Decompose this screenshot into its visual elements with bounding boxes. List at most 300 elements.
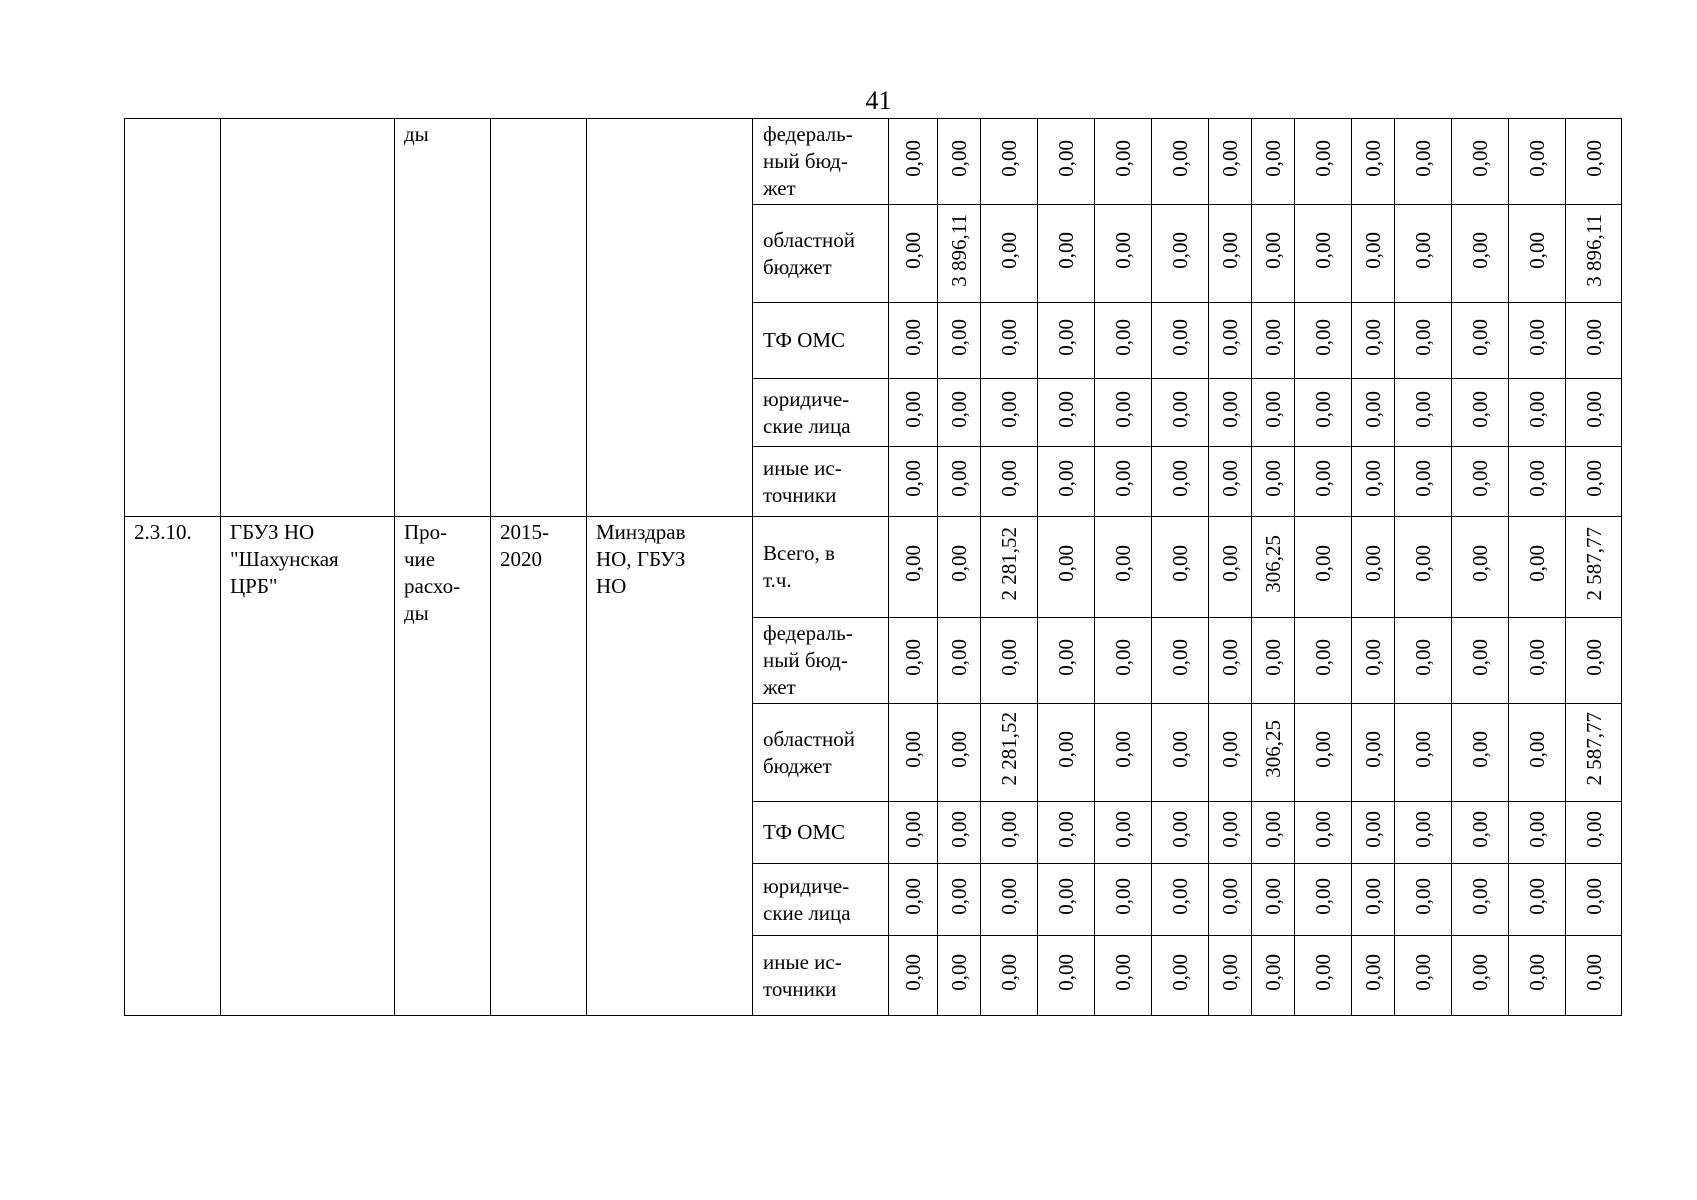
value-text: 0,00 bbox=[1168, 638, 1192, 676]
value-cell bbox=[889, 864, 938, 936]
value-text: 0,00 bbox=[1361, 810, 1385, 848]
value-cell bbox=[1295, 303, 1352, 379]
value-text: 0,00 bbox=[947, 459, 971, 497]
value-text: 0,00 bbox=[1218, 877, 1242, 915]
value-cell bbox=[981, 936, 1038, 1016]
value-cell bbox=[1295, 618, 1352, 704]
value-text: 0,00 bbox=[901, 459, 925, 497]
value-text: 0,00 bbox=[1411, 877, 1435, 915]
value-cell bbox=[1295, 517, 1352, 618]
value-cell bbox=[1252, 864, 1295, 936]
value-text: 0,00 bbox=[1311, 390, 1335, 428]
value-cell bbox=[1095, 379, 1152, 447]
value-cell bbox=[889, 447, 938, 517]
funding-source-cell: ТФ ОМС bbox=[753, 802, 889, 864]
value-text: 306,25 bbox=[1261, 720, 1285, 778]
value-text: 2 587,77 bbox=[1581, 712, 1606, 786]
value-text: 0,00 bbox=[1525, 638, 1549, 676]
value-text: 0,00 bbox=[1111, 730, 1135, 768]
value-cell bbox=[1509, 517, 1566, 618]
value-text: 0,00 bbox=[1361, 139, 1385, 177]
value-text: 0,00 bbox=[1054, 139, 1078, 177]
value-text: 0,00 bbox=[1525, 953, 1549, 991]
value-text: 0,00 bbox=[1054, 390, 1078, 428]
funding-source-cell: федераль- ный бюд- жет bbox=[753, 618, 889, 704]
value-cell bbox=[1038, 802, 1095, 864]
value-cell bbox=[1509, 303, 1566, 379]
page-number: 41 bbox=[865, 86, 892, 115]
value-cell bbox=[1209, 119, 1252, 205]
value-text: 0,00 bbox=[947, 877, 971, 915]
value-cell bbox=[1509, 119, 1566, 205]
value-text: 0,00 bbox=[1525, 390, 1549, 428]
value-text: 0,00 bbox=[1411, 318, 1435, 356]
value-cell bbox=[889, 119, 938, 205]
value-cell bbox=[1566, 864, 1622, 936]
value-text: 0,00 bbox=[1168, 730, 1192, 768]
value-cell bbox=[1095, 936, 1152, 1016]
value-text: 0,00 bbox=[1311, 638, 1335, 676]
value-text: 0,00 bbox=[1581, 139, 1606, 177]
value-cell bbox=[889, 303, 938, 379]
value-cell bbox=[1395, 119, 1452, 205]
value-cell bbox=[1452, 864, 1509, 936]
value-text: 0,00 bbox=[1054, 730, 1078, 768]
value-cell bbox=[1452, 303, 1509, 379]
value-text: 0,00 bbox=[1468, 810, 1492, 848]
value-text: 0,00 bbox=[1261, 810, 1285, 848]
value-text: 3 896,11 bbox=[1581, 213, 1606, 287]
value-text: 0,00 bbox=[1581, 877, 1606, 915]
value-text: 0,00 bbox=[1411, 810, 1435, 848]
value-text: 0,00 bbox=[1361, 953, 1385, 991]
value-cell bbox=[1252, 447, 1295, 517]
value-text: 0,00 bbox=[1054, 318, 1078, 356]
value-text: 0,00 bbox=[1311, 953, 1335, 991]
value-text: 0,00 bbox=[997, 638, 1021, 676]
value-cell bbox=[1509, 936, 1566, 1016]
value-text: 0,00 bbox=[1468, 318, 1492, 356]
value-cell bbox=[1209, 704, 1252, 802]
value-cell bbox=[1509, 802, 1566, 864]
table-row bbox=[125, 119, 1622, 205]
value-text: 0,00 bbox=[1261, 318, 1285, 356]
value-text: 0,00 bbox=[997, 459, 1021, 497]
value-text: 0,00 bbox=[1311, 545, 1335, 582]
funding-source-cell: иные ис- точники bbox=[753, 447, 889, 517]
institution-cell: ГБУЗ НО "Шахунская ЦРБ" bbox=[221, 517, 395, 1016]
value-cell bbox=[1152, 303, 1209, 379]
value-cell bbox=[1452, 936, 1509, 1016]
value-cell bbox=[1038, 379, 1095, 447]
value-text: 0,00 bbox=[1361, 390, 1385, 428]
value-cell bbox=[1352, 704, 1395, 802]
value-text: 0,00 bbox=[1111, 318, 1135, 356]
number-cell bbox=[125, 119, 221, 517]
funding-source-cell: ТФ ОМС bbox=[753, 303, 889, 379]
value-cell bbox=[1352, 517, 1395, 618]
value-text: 0,00 bbox=[1311, 877, 1335, 915]
value-text: 0,00 bbox=[1218, 390, 1242, 428]
value-text: 0,00 bbox=[1411, 390, 1435, 428]
value-text: 0,00 bbox=[1054, 231, 1078, 269]
value-text: 0,00 bbox=[1218, 953, 1242, 991]
value-cell bbox=[938, 205, 981, 303]
value-text: 0,00 bbox=[1311, 318, 1335, 356]
value-cell bbox=[1209, 864, 1252, 936]
value-text: 0,00 bbox=[1581, 390, 1606, 428]
value-cell bbox=[981, 379, 1038, 447]
value-text: 0,00 bbox=[1525, 231, 1549, 269]
value-text: 0,00 bbox=[1261, 953, 1285, 991]
value-text: 0,00 bbox=[1054, 810, 1078, 848]
executor-cell: Минздрав НО, ГБУЗ НО bbox=[587, 517, 753, 1016]
value-text: 0,00 bbox=[1111, 231, 1135, 269]
institution-cell bbox=[221, 119, 395, 517]
type-cell: Про- чие расхо- ды bbox=[395, 517, 491, 1016]
value-cell bbox=[1252, 517, 1295, 618]
value-text: 0,00 bbox=[1218, 638, 1242, 676]
value-cell bbox=[1352, 864, 1395, 936]
value-text: 0,00 bbox=[1054, 877, 1078, 915]
value-text: 0,00 bbox=[901, 638, 925, 676]
value-text: 0,00 bbox=[1581, 318, 1606, 356]
value-text: 0,00 bbox=[1111, 877, 1135, 915]
value-cell bbox=[1252, 936, 1295, 1016]
value-text: 0,00 bbox=[1468, 459, 1492, 497]
value-cell bbox=[1152, 802, 1209, 864]
value-text: 0,00 bbox=[947, 139, 971, 177]
value-text: 0,00 bbox=[1261, 231, 1285, 269]
value-cell bbox=[1038, 303, 1095, 379]
value-cell bbox=[1395, 936, 1452, 1016]
value-text: 0,00 bbox=[1411, 231, 1435, 269]
value-cell bbox=[938, 517, 981, 618]
value-text: 0,00 bbox=[1411, 638, 1435, 676]
value-text: 0,00 bbox=[947, 953, 971, 991]
value-cell bbox=[1295, 864, 1352, 936]
value-cell bbox=[1295, 205, 1352, 303]
value-text: 0,00 bbox=[1411, 139, 1435, 177]
value-cell bbox=[889, 936, 938, 1016]
value-text: 0,00 bbox=[1111, 545, 1135, 582]
value-cell bbox=[1352, 802, 1395, 864]
value-text: 0,00 bbox=[947, 730, 971, 768]
value-text: 0,00 bbox=[997, 139, 1021, 177]
value-cell bbox=[938, 119, 981, 205]
value-text: 306,25 bbox=[1261, 534, 1285, 593]
funding-source-cell: юридиче- ские лица bbox=[753, 864, 889, 936]
value-text: 0,00 bbox=[1311, 231, 1335, 269]
value-cell bbox=[1038, 618, 1095, 704]
value-text: 0,00 bbox=[1261, 459, 1285, 497]
value-cell bbox=[1252, 119, 1295, 205]
value-cell bbox=[1395, 704, 1452, 802]
value-text: 0,00 bbox=[901, 730, 925, 768]
value-text: 0,00 bbox=[1311, 139, 1335, 177]
value-text: 0,00 bbox=[1168, 231, 1192, 269]
value-text: 0,00 bbox=[901, 390, 925, 428]
value-cell bbox=[889, 802, 938, 864]
value-text: 3 896,11 bbox=[947, 213, 971, 287]
value-text: 0,00 bbox=[901, 231, 925, 269]
value-cell bbox=[938, 379, 981, 447]
value-text: 0,00 bbox=[1168, 390, 1192, 428]
value-text: 0,00 bbox=[1361, 877, 1385, 915]
value-text: 0,00 bbox=[997, 953, 1021, 991]
value-text: 0,00 bbox=[1581, 953, 1606, 991]
value-text: 0,00 bbox=[1168, 810, 1192, 848]
value-cell bbox=[1295, 704, 1352, 802]
value-text: 0,00 bbox=[997, 318, 1021, 356]
value-cell bbox=[1152, 119, 1209, 205]
value-cell bbox=[1038, 704, 1095, 802]
type-cell: ды bbox=[395, 119, 491, 517]
table-row bbox=[125, 517, 1622, 618]
value-text: 0,00 bbox=[1218, 545, 1242, 582]
value-text: 0,00 bbox=[1168, 139, 1192, 177]
value-text: 0,00 bbox=[1054, 638, 1078, 676]
value-cell bbox=[889, 517, 938, 618]
value-cell bbox=[981, 205, 1038, 303]
value-cell bbox=[981, 119, 1038, 205]
value-cell bbox=[938, 447, 981, 517]
value-text: 0,00 bbox=[1111, 459, 1135, 497]
value-cell bbox=[938, 864, 981, 936]
value-text: 0,00 bbox=[901, 318, 925, 356]
value-cell bbox=[1295, 379, 1352, 447]
value-text: 0,00 bbox=[1218, 810, 1242, 848]
value-cell bbox=[1352, 379, 1395, 447]
value-text: 0,00 bbox=[901, 139, 925, 177]
value-cell bbox=[1395, 618, 1452, 704]
value-text: 0,00 bbox=[1168, 877, 1192, 915]
value-cell bbox=[938, 704, 981, 802]
value-text: 2 281,52 bbox=[997, 712, 1021, 786]
value-cell bbox=[1395, 447, 1452, 517]
value-cell bbox=[1152, 517, 1209, 618]
value-cell bbox=[889, 618, 938, 704]
value-cell bbox=[1566, 936, 1622, 1016]
value-text: 0,00 bbox=[1468, 545, 1492, 582]
value-cell bbox=[981, 303, 1038, 379]
value-text: 0,00 bbox=[1054, 953, 1078, 991]
value-text: 0,00 bbox=[1168, 545, 1192, 582]
value-cell bbox=[1252, 618, 1295, 704]
value-cell bbox=[1152, 447, 1209, 517]
value-text: 0,00 bbox=[1361, 318, 1385, 356]
value-cell bbox=[1295, 802, 1352, 864]
value-cell bbox=[1352, 936, 1395, 1016]
value-cell bbox=[1452, 379, 1509, 447]
funding-source-cell: иные ис- точники bbox=[753, 936, 889, 1016]
value-text: 0,00 bbox=[1261, 139, 1285, 177]
value-cell bbox=[1095, 704, 1152, 802]
value-text: 0,00 bbox=[997, 810, 1021, 848]
value-text: 0,00 bbox=[1111, 638, 1135, 676]
value-cell bbox=[1395, 802, 1452, 864]
value-text: 0,00 bbox=[1218, 231, 1242, 269]
value-cell bbox=[1252, 379, 1295, 447]
executor-cell bbox=[587, 119, 753, 517]
value-text: 0,00 bbox=[1525, 139, 1549, 177]
value-text: 0,00 bbox=[997, 390, 1021, 428]
funding-source-cell: юридиче- ские лица bbox=[753, 379, 889, 447]
budget-table bbox=[124, 118, 1622, 1016]
value-text: 0,00 bbox=[1468, 638, 1492, 676]
value-cell bbox=[1509, 205, 1566, 303]
value-cell bbox=[1352, 205, 1395, 303]
value-text: 0,00 bbox=[1261, 638, 1285, 676]
value-cell bbox=[1295, 119, 1352, 205]
value-cell bbox=[1152, 936, 1209, 1016]
value-cell bbox=[1352, 618, 1395, 704]
value-text: 0,00 bbox=[1411, 730, 1435, 768]
value-text: 0,00 bbox=[1581, 459, 1606, 497]
value-cell bbox=[1566, 205, 1622, 303]
value-cell bbox=[1095, 517, 1152, 618]
value-cell bbox=[938, 936, 981, 1016]
value-text: 2 587,77 bbox=[1581, 526, 1606, 601]
value-cell bbox=[1152, 618, 1209, 704]
value-cell bbox=[938, 303, 981, 379]
value-cell bbox=[1038, 447, 1095, 517]
value-cell bbox=[1095, 864, 1152, 936]
value-text: 0,00 bbox=[1468, 390, 1492, 428]
value-text: 0,00 bbox=[997, 877, 1021, 915]
value-text: 0,00 bbox=[1168, 459, 1192, 497]
value-cell bbox=[1095, 205, 1152, 303]
value-cell bbox=[981, 447, 1038, 517]
value-cell bbox=[1452, 447, 1509, 517]
value-cell bbox=[1566, 447, 1622, 517]
value-cell bbox=[1395, 205, 1452, 303]
value-cell bbox=[1209, 447, 1252, 517]
value-text: 0,00 bbox=[1111, 139, 1135, 177]
value-text: 0,00 bbox=[1361, 459, 1385, 497]
value-text: 0,00 bbox=[1054, 459, 1078, 497]
value-cell bbox=[1395, 517, 1452, 618]
value-text: 0,00 bbox=[1525, 459, 1549, 497]
value-cell bbox=[1038, 517, 1095, 618]
value-cell bbox=[889, 205, 938, 303]
value-cell bbox=[1566, 802, 1622, 864]
value-cell bbox=[938, 618, 981, 704]
value-cell bbox=[1252, 205, 1295, 303]
value-cell bbox=[1252, 303, 1295, 379]
value-text: 0,00 bbox=[1468, 139, 1492, 177]
value-text: 0,00 bbox=[1411, 953, 1435, 991]
value-cell bbox=[1395, 864, 1452, 936]
funding-source-cell: федераль- ный бюд- жет bbox=[753, 119, 889, 205]
value-cell bbox=[1452, 802, 1509, 864]
value-cell bbox=[1352, 119, 1395, 205]
value-cell bbox=[981, 864, 1038, 936]
value-text: 0,00 bbox=[901, 953, 925, 991]
value-cell bbox=[1152, 205, 1209, 303]
value-cell bbox=[1209, 205, 1252, 303]
value-text: 0,00 bbox=[1525, 545, 1549, 582]
value-cell bbox=[889, 379, 938, 447]
value-cell bbox=[1395, 303, 1452, 379]
value-text: 0,00 bbox=[1411, 459, 1435, 497]
value-text: 0,00 bbox=[1111, 953, 1135, 991]
value-text: 0,00 bbox=[1168, 953, 1192, 991]
value-text: 0,00 bbox=[901, 545, 925, 582]
funding-source-cell: областной бюджет bbox=[753, 205, 889, 303]
value-cell bbox=[1209, 303, 1252, 379]
number-cell: 2.3.10. bbox=[125, 517, 221, 1016]
value-text: 0,00 bbox=[1218, 139, 1242, 177]
value-text: 0,00 bbox=[901, 877, 925, 915]
value-cell bbox=[938, 802, 981, 864]
value-text: 0,00 bbox=[1218, 318, 1242, 356]
value-cell bbox=[1452, 517, 1509, 618]
value-cell bbox=[1095, 119, 1152, 205]
value-text: 0,00 bbox=[997, 231, 1021, 269]
value-cell bbox=[1566, 119, 1622, 205]
funding-source-cell: Всего, в т.ч. bbox=[753, 517, 889, 618]
value-cell bbox=[1352, 303, 1395, 379]
period-cell bbox=[491, 119, 587, 517]
value-text: 0,00 bbox=[1218, 730, 1242, 768]
value-text: 0,00 bbox=[1525, 877, 1549, 915]
value-text: 0,00 bbox=[947, 545, 971, 582]
value-text: 0,00 bbox=[1581, 810, 1606, 848]
funding-source-cell: областной бюджет bbox=[753, 704, 889, 802]
value-text: 0,00 bbox=[1468, 953, 1492, 991]
value-text: 0,00 bbox=[901, 810, 925, 848]
value-text: 0,00 bbox=[1311, 459, 1335, 497]
value-text: 0,00 bbox=[1361, 545, 1385, 582]
value-text: 0,00 bbox=[1311, 730, 1335, 768]
value-text: 0,00 bbox=[1468, 877, 1492, 915]
value-cell bbox=[1395, 379, 1452, 447]
value-cell bbox=[1038, 205, 1095, 303]
value-cell bbox=[1295, 936, 1352, 1016]
value-cell bbox=[1452, 119, 1509, 205]
value-cell bbox=[981, 618, 1038, 704]
value-text: 0,00 bbox=[947, 390, 971, 428]
value-text: 0,00 bbox=[1261, 390, 1285, 428]
value-text: 0,00 bbox=[1581, 638, 1606, 676]
value-cell bbox=[1095, 303, 1152, 379]
value-cell bbox=[1209, 379, 1252, 447]
value-cell bbox=[1566, 704, 1622, 802]
value-cell bbox=[981, 802, 1038, 864]
value-cell bbox=[1509, 864, 1566, 936]
value-cell bbox=[1152, 704, 1209, 802]
value-text: 0,00 bbox=[1468, 231, 1492, 269]
value-text: 0,00 bbox=[1361, 730, 1385, 768]
value-cell bbox=[981, 517, 1038, 618]
value-cell bbox=[1566, 303, 1622, 379]
value-cell bbox=[1209, 936, 1252, 1016]
value-cell bbox=[1452, 704, 1509, 802]
value-cell bbox=[1209, 618, 1252, 704]
value-cell bbox=[1509, 379, 1566, 447]
value-text: 0,00 bbox=[1168, 318, 1192, 356]
value-text: 0,00 bbox=[1111, 390, 1135, 428]
value-cell bbox=[1038, 119, 1095, 205]
value-text: 0,00 bbox=[1361, 231, 1385, 269]
value-text: 0,00 bbox=[1411, 545, 1435, 582]
value-cell bbox=[1038, 864, 1095, 936]
value-text: 0,00 bbox=[947, 318, 971, 356]
value-text: 0,00 bbox=[1054, 545, 1078, 582]
value-cell bbox=[1152, 379, 1209, 447]
value-text: 0,00 bbox=[947, 810, 971, 848]
